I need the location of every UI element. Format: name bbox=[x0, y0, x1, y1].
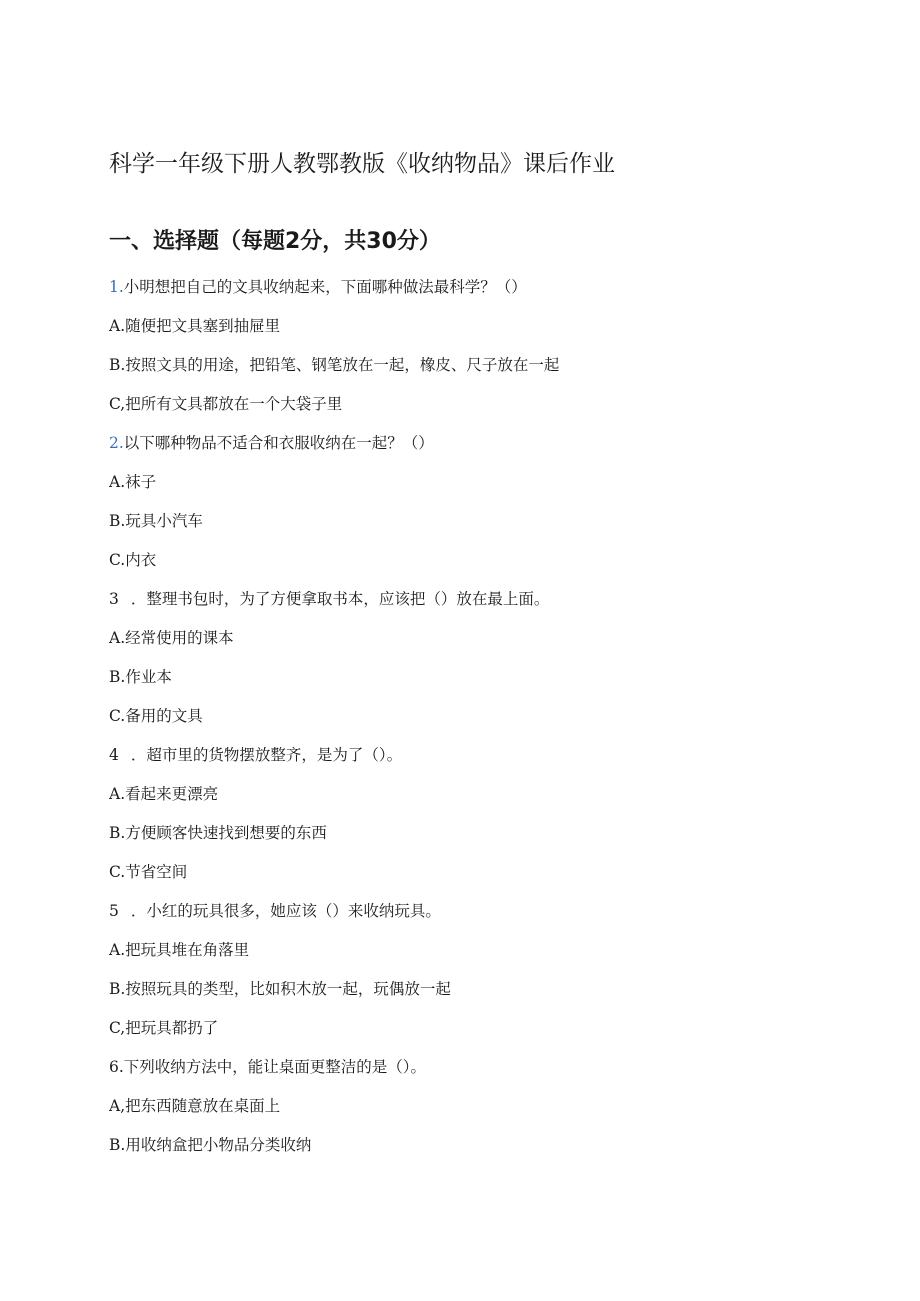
question-number: 1. bbox=[109, 278, 124, 296]
option-4a: A.看起来更漂亮 bbox=[109, 785, 219, 803]
question-text: ．超市里的货物摆放整齐，是为了（）。 bbox=[130, 746, 403, 764]
option-6a: A,把东西随意放在桌面上 bbox=[109, 1097, 281, 1115]
question-3 bbox=[109, 588, 549, 610]
question-number: 5 bbox=[109, 902, 119, 920]
option-4b: B.方便顾客快速找到想要的东西 bbox=[109, 824, 327, 842]
question-6 bbox=[109, 1056, 426, 1078]
option-2b: B.玩具小汽车 bbox=[109, 512, 203, 530]
question-text: 小明想把自己的文具收纳起来，下面哪种做法最科学？（） bbox=[123, 278, 527, 296]
question-text: 以下哪种物品不适合和衣服收纳在一起？（） bbox=[123, 434, 434, 452]
question-4 bbox=[109, 744, 402, 766]
option-5b: B.按照玩具的类型，比如积木放一起，玩偶放一起 bbox=[109, 980, 451, 998]
question-5 bbox=[109, 900, 441, 922]
section-heading: 一、选择题（每题2分，共30分） bbox=[109, 229, 441, 254]
question-2 bbox=[109, 432, 434, 454]
option-4c: C.节省空间 bbox=[109, 863, 188, 881]
option-1a: A.随便把文具塞到抽屉里 bbox=[109, 317, 281, 335]
option-3b: B.作业本 bbox=[109, 668, 172, 686]
option-5c: C,把玩具都扔了 bbox=[109, 1019, 219, 1037]
question-number: 3 bbox=[109, 590, 119, 608]
option-1c: C,把所有文具都放在一个大袋子里 bbox=[109, 395, 343, 413]
question-number: 2. bbox=[109, 434, 124, 452]
question-number: 4 bbox=[109, 746, 119, 764]
document-title: 科学一年级下册人教鄂教版《收纳物品》课后作业 bbox=[109, 151, 615, 177]
option-1b: B.按照文具的用途，把铅笔、钢笔放在一起，橡皮、尺子放在一起 bbox=[109, 356, 560, 374]
question-text: ．整理书包时，为了方便拿取书本，应该把（）放在最上面。 bbox=[130, 590, 550, 608]
option-3a: A.经常使用的课本 bbox=[109, 629, 234, 647]
option-5a: A.把玩具堆在角落里 bbox=[109, 941, 250, 959]
option-3c: C.备用的文具 bbox=[109, 707, 203, 725]
option-2c: C.内衣 bbox=[109, 551, 157, 569]
question-1 bbox=[109, 276, 527, 298]
question-text: ．小红的玩具很多，她应该（）来收纳玩具。 bbox=[130, 902, 441, 920]
option-2a: A.袜子 bbox=[109, 473, 157, 491]
question-text: 下列收纳方法中，能让桌面更整洁的是（）。 bbox=[123, 1058, 427, 1076]
option-6b: B.用收纳盒把小物品分类收纳 bbox=[109, 1136, 312, 1154]
question-number: 6. bbox=[109, 1058, 124, 1076]
